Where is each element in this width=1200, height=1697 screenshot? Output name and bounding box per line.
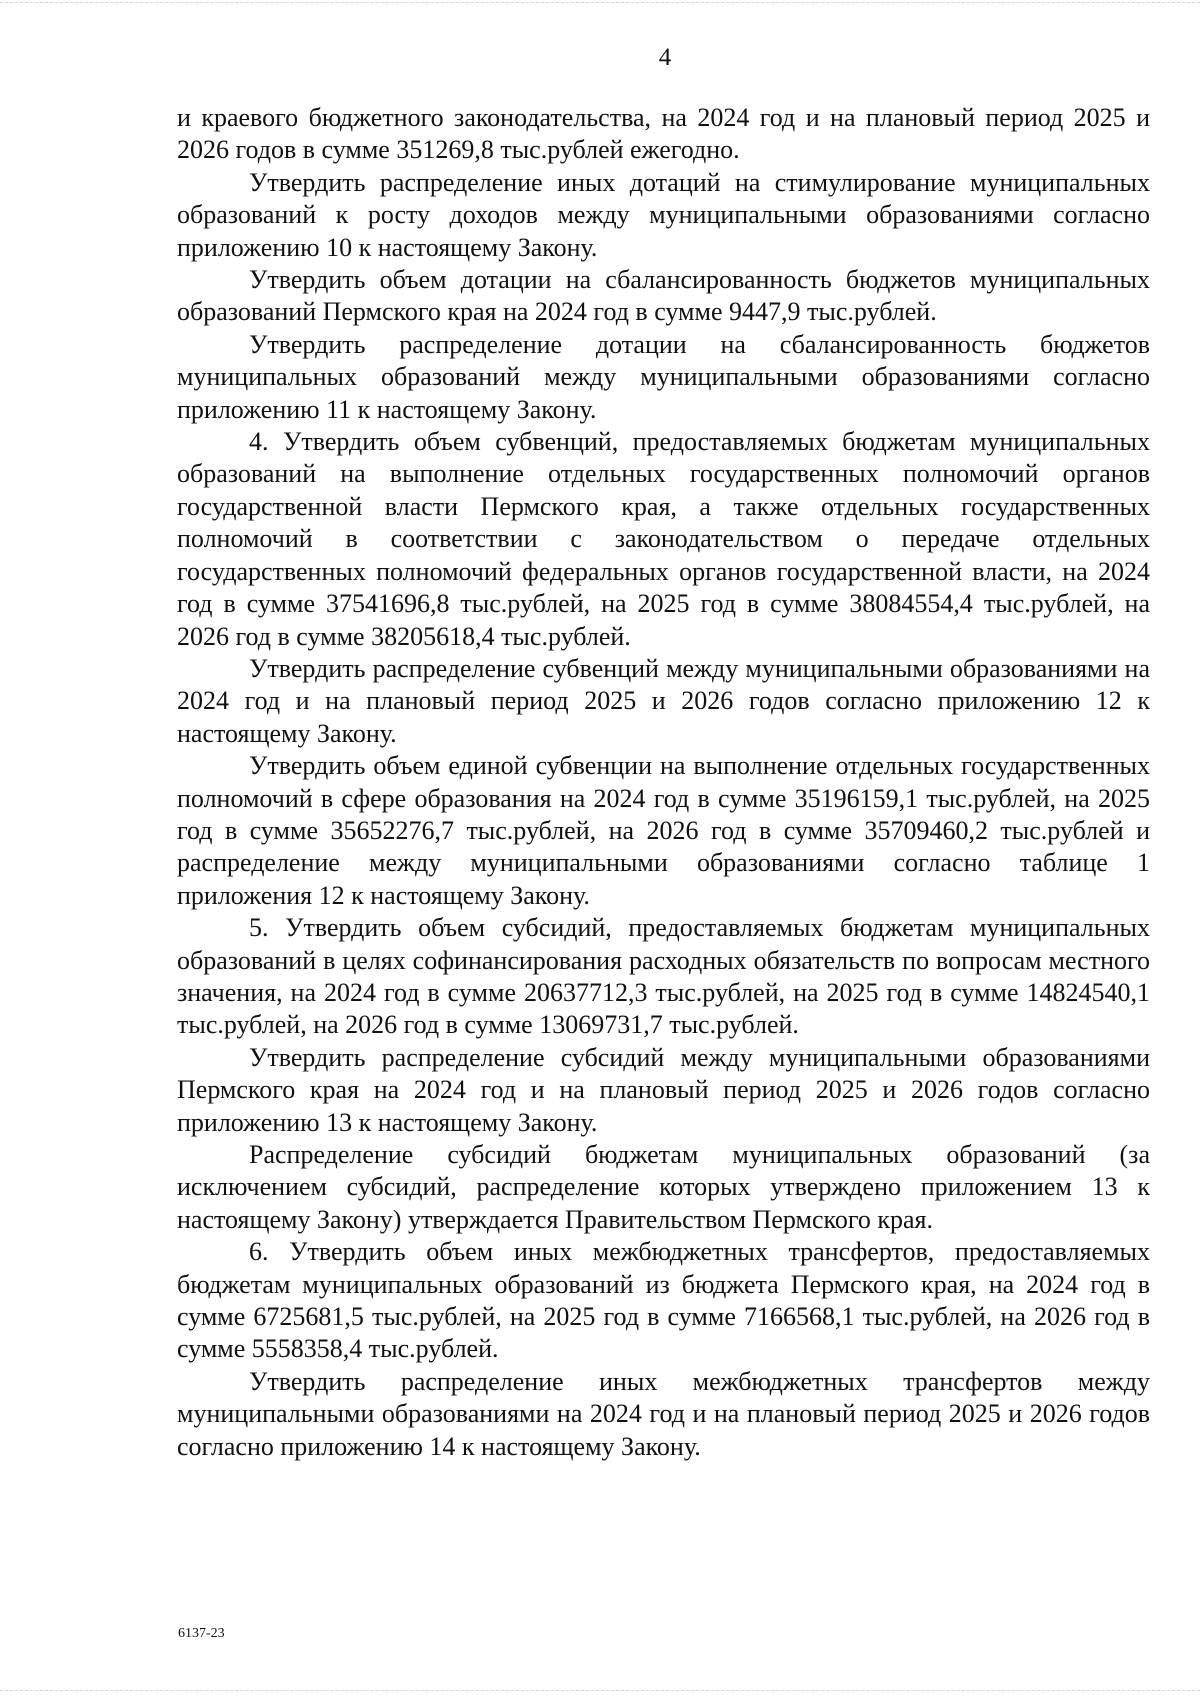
paragraph-transfers-distribution: Утвердить распределение иных межбюджетных трансфертов между муниципальными образованиями на 2024 год и на плановый период 2025 и 2026 годов согласно приложению 14 к настоящему Закону.: [177, 1366, 1150, 1461]
paragraph-item-4-subventions: 4. Утвердить объем субвенций, предоставляемых бюджетам муниципальных образований на выполнение отдельных государственных полномочий органов государственной власти Пермского края, а также отдельных государственных полномочий в соответствии с законодательством о передаче отдельных государственных полномочий федеральных органов государственной власти, на 2024 год в сумме 37541696,8 тыс.рублей, на 2025 год в сумме 38084554,4 тыс.рублей, на 2026 год в сумме 38205618,4 тыс.рублей.: [177, 427, 1150, 651]
page-number: 4: [658, 44, 672, 71]
paragraph-continuation: и краевого бюджетного законодательства, на 2024 год и на плановый период 2025 и 2026 годов в сумме 351269,8 тыс.рублей ежегодно.: [177, 103, 1150, 165]
paragraph-balance-subsidy-distribution: Утвердить распределение дотации на сбалансированность бюджетов муниципальных образований между муниципальными образованиями согласно приложению 11 к настоящему Закону.: [177, 329, 1150, 424]
paragraph-subsidies-government: Распределение субсидий бюджетам муниципальных образований (за исключением субсидий, распределение которых утверждено приложением 13 к настоящему Закону) утверждается Правительством Пермского края.: [177, 1140, 1150, 1234]
paragraph-incentive-subsidies-distribution: Утвердить распределение иных дотаций на стимулирование муниципальных образований к росту доходов между муниципальными образованиями согласно приложению 10 к настоящему Закону.: [177, 167, 1150, 262]
document-code: 6137-23: [178, 1626, 225, 1641]
paragraph-subsidies-distribution: Утвердить распределение субсидий между муниципальными образованиями Пермского края на 2024 год и на плановый период 2025 и 2026 годов согласно приложению 13 к настоящему Закону.: [177, 1042, 1150, 1137]
paragraph-subventions-distribution: Утвердить распределение субвенций между муниципальными образованиями на 2024 год и на плановый период 2025 и 2026 годов согласно приложению 12 к настоящему Закону.: [177, 653, 1150, 748]
paragraph-item-6-transfers: 6. Утвердить объем иных межбюджетных трансфертов, предоставляемых бюджетам муниципальных образований из бюджета Пермского края, на 2024 год в сумме 6725681,5 тыс.рублей, на 2025 год в сумме 7166568,1 тыс.рублей, на 2026 год в сумме 5558358,4 тыс.рублей.: [177, 1237, 1150, 1364]
bottom-scan-edge: [0, 1690, 1200, 1692]
paragraph-education-subvention: Утвердить объем единой субвенции на выполнение отдельных государственных полномочий в сфере образования на 2024 год в сумме 35196159,1 тыс.рублей, на 2025 год в сумме 35652276,7 тыс.рублей, на 2026 год в сумме 35709460,2 тыс.рублей и распределение между муниципальными образованиями согласно таблице 1 приложения 12 к настоящему Закону.: [177, 751, 1150, 910]
paragraph-item-5-subsidies: 5. Утвердить объем субсидий, предоставляемых бюджетам муниципальных образований в целях софинансирования расходных обязательств по вопросам местного значения, на 2024 год в сумме 20637712,3 тыс.рублей, на 2025 год в сумме 14824540,1 тыс.рублей, на 2026 год в сумме 13069731,7 тыс.рублей.: [177, 913, 1150, 1040]
document-body: [177, 102, 1150, 1463]
paragraph-balance-subsidy-volume: Утвердить объем дотации на сбалансированность бюджетов муниципальных образований Пермского края на 2024 год в сумме 9447,9 тыс.рублей.: [177, 265, 1150, 327]
top-scan-edge: [0, 2, 1200, 4]
